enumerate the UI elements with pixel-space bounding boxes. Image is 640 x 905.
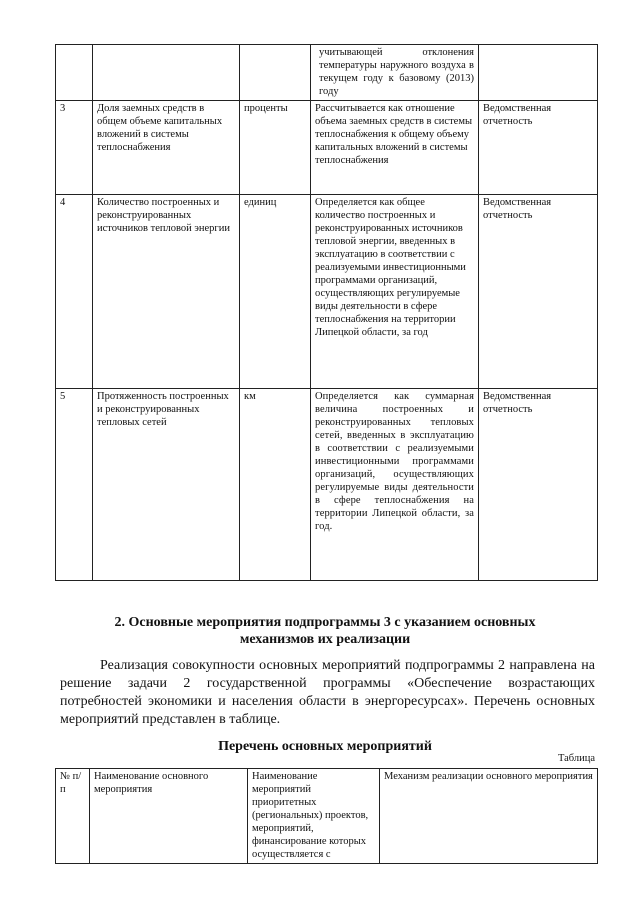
indicator-name: Количество построенных и реконструированных источников тепловой энергии [93, 195, 240, 389]
indicator-unit: км [240, 389, 311, 581]
indicator-method: Определяется как общее количество построенных и реконструированных источников тепловой энергии, введенных в эксплуатацию в соответствии с реализуемыми инвестиционными программами организаций, осуществляющих регулируемые виды деятельности в сфере теплоснабжения на территории Липецкой области, за год [311, 195, 479, 389]
section-heading [60, 614, 590, 648]
indicator-unit: единиц [240, 195, 311, 389]
table-row [56, 195, 598, 389]
indicator-source: Ведомственная отчетность [479, 101, 598, 195]
row-number: 5 [56, 389, 93, 581]
row-number: 4 [56, 195, 93, 389]
indicators-table [55, 44, 598, 581]
indicator-name [93, 45, 240, 101]
header-mechanism: Механизм реализации основного мероприятия [380, 769, 598, 864]
indicator-source: Ведомственная отчетность [479, 389, 598, 581]
table-row [56, 45, 598, 101]
indicator-source [479, 45, 598, 101]
table-row [56, 389, 598, 581]
indicator-method: Определяется как суммарная величина построенных и реконструированных тепловых сетей, введенных в эксплуатацию в соответствии с реализуемыми инвестиционными программами организаций, осуществляющих регулируемые виды деятельности в сфере теплоснабжения на территории Липецкой области, за год. [311, 389, 479, 581]
section-paragraph: Реализация совокупности основных мероприятий подпрограммы 2 направлена на решение задачи 2 государственной программы «Обеспечение возрастающих потребностей экономики и населения области в энергоресурсах». Перечень основных мероприятий представлен в таблице. [60, 658, 595, 727]
table-row [56, 101, 598, 195]
section-heading-line-2: механизмов их реализации [239, 632, 411, 647]
row-number [56, 45, 93, 101]
indicator-name: Протяженность построенных и реконструированных тепловых сетей [93, 389, 240, 581]
header-measure-name: Наименование основного мероприятия [90, 769, 248, 864]
indicator-method: Рассчитывается как отношение объема заемных средств в системы теплоснабжения к общему объему капитальных вложений в системы теплоснабжения [311, 101, 479, 195]
indicator-name: Доля заемных средств в общем объеме капитальных вложений в системы теплоснабжения [93, 101, 240, 195]
row-number: 3 [56, 101, 93, 195]
header-number: № п/п [56, 769, 90, 864]
table-label: Таблица [557, 753, 595, 764]
indicator-unit: проценты [240, 101, 311, 195]
table-header-row [56, 769, 598, 864]
list-title: Перечень основных мероприятий [218, 739, 432, 754]
indicator-unit [240, 45, 311, 101]
header-projects: Наименование мероприятий приоритетных (региональных) проектов, мероприятий, финансирование которых осуществляется с [248, 769, 380, 864]
indicator-source: Ведомственная отчетность [479, 195, 598, 389]
section-heading-line-1: 2. Основные мероприятия подпрограммы 3 с указанием основных [114, 615, 536, 630]
measures-table [55, 768, 598, 864]
indicator-method: учитывающей отклонения температуры наружного воздуха в текущем году к базовому (2013) году [311, 45, 479, 101]
